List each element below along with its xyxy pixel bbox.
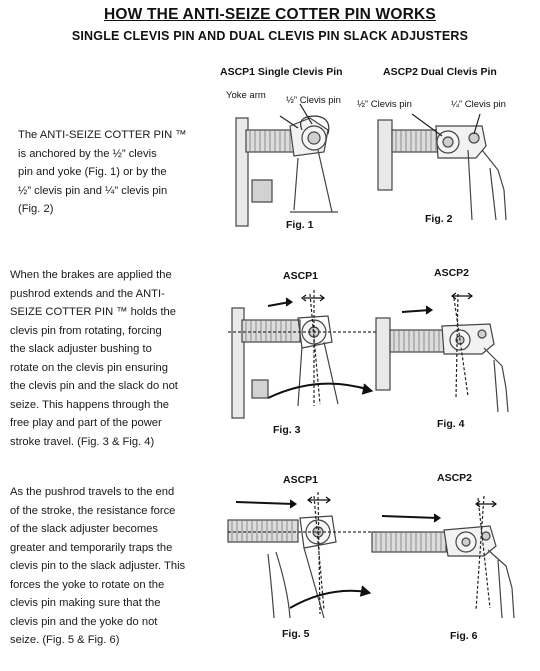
fig3-illustration — [228, 286, 378, 422]
paragraph-line: The ANTI-SEIZE COTTER PIN ™ — [18, 129, 187, 141]
fig2-illustration — [372, 110, 532, 230]
paragraph-line: SEIZE COTTER PIN ™ holds the — [10, 306, 176, 318]
paragraph-line: ½” clevis pin and ¼” clevis pin — [18, 184, 168, 197]
paragraph-line: is anchored by the ½” clevis — [18, 147, 157, 160]
paragraph-line: the clevis pin and the slack do not — [10, 380, 178, 392]
fig6-illustration — [372, 492, 534, 626]
fig4-illustration — [372, 288, 534, 418]
paragraph-line: clevis pin from rotating, forcing — [10, 324, 162, 337]
fig2-label: Fig. 2 — [425, 213, 453, 225]
fig6-header: ASCP2 — [437, 472, 473, 484]
callout-half-clevis-pin-fig2: ½” Clevis pin — [357, 99, 412, 110]
callout-quarter-clevis-pin-fig2: ¼” Clevis pin — [451, 99, 506, 110]
fig3-label: Fig. 3 — [273, 424, 301, 436]
paragraph-line: free play and part of the power — [10, 417, 162, 429]
paragraph-line: stroke travel. (Fig. 3 & Fig. 4) — [10, 435, 155, 448]
paragraph-line: the slack adjuster bushing to — [10, 343, 152, 355]
paragraph-line: clevis pin making sure that the — [10, 597, 161, 609]
paragraph-line: pushrod extends and the ANTI- — [10, 287, 165, 300]
paragraph-line: forces the yoke to rotate on the — [10, 578, 165, 591]
fig6-label: Fig. 6 — [450, 630, 478, 642]
paragraph-line: of the slack adjuster becomes — [10, 523, 158, 535]
fig4-label: Fig. 4 — [437, 418, 465, 430]
paragraph-line: (Fig. 2) — [18, 203, 54, 215]
paragraph-line: clevis pin to the slack adjuster. This — [10, 560, 186, 572]
page-subtitle: SINGLE CLEVIS PIN AND DUAL CLEVIS PIN SLACK ADJUSTERS — [71, 29, 469, 43]
paragraph-line: When the brakes are applied the — [10, 269, 172, 281]
page-title: HOW THE ANTI-SEIZE COTTER PIN WORKS — [104, 6, 436, 23]
callout-yoke-arm: Yoke arm — [226, 90, 266, 101]
paragraph-line: seize. This happens through the — [10, 398, 170, 411]
paragraph-line: seize. (Fig. 5 & Fig. 6) — [10, 634, 120, 646]
paragraph-line: clevis pin and the yoke do not — [10, 615, 158, 628]
paragraph-end-of-stroke — [10, 483, 185, 650]
fig5-header: ASCP1 — [283, 474, 319, 486]
fig4-header: ASCP2 — [434, 267, 470, 279]
paragraph-line: As the pushrod travels to the end — [10, 486, 175, 498]
paragraph-line: pin and yoke (Fig. 1) or by the — [18, 166, 167, 178]
callout-half-clevis-pin-fig1: ½” Clevis pin — [286, 95, 341, 106]
column-header-ascp1: ASCP1 Single Clevis Pin — [220, 66, 343, 78]
fig5-label: Fig. 5 — [282, 628, 310, 640]
fig1-label: Fig. 1 — [286, 219, 314, 231]
paragraph-line: greater and temporarily traps the — [10, 541, 173, 554]
fig3-header: ASCP1 — [283, 270, 319, 282]
column-header-ascp2: ASCP2 Dual Clevis Pin — [383, 66, 497, 78]
paragraph-brakes-applied — [10, 266, 178, 451]
paragraph-line: rotate on the clevis pin ensuring — [10, 361, 168, 374]
fig1-illustration — [228, 100, 368, 230]
paragraph-line: of the stroke, the resistance force — [10, 504, 176, 517]
fig5-illustration — [228, 490, 378, 626]
paragraph-anchoring — [18, 126, 186, 219]
